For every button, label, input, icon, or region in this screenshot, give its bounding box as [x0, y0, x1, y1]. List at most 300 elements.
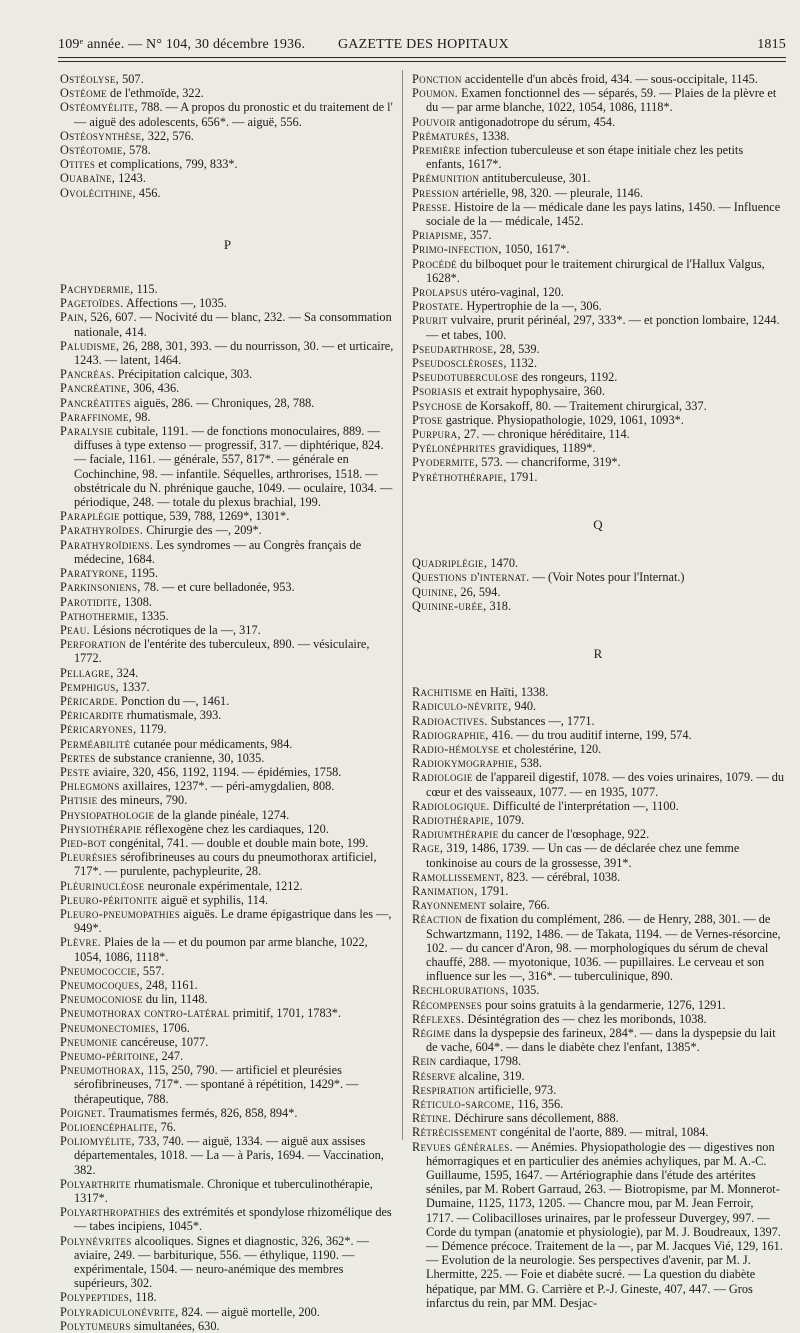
entry-headword: Polyarthropathies [60, 1205, 161, 1220]
entry-headword: Paratyrone, [60, 566, 128, 581]
page-number: 1815 [757, 37, 786, 52]
entry-text: utéro-vaginal, 120. [467, 285, 564, 300]
entry-headword: Phtisie [60, 793, 98, 808]
entry-headword: Réticulo-sarcome, [412, 1097, 515, 1111]
index-entry [412, 129, 784, 143]
entry-text: 1337. [118, 679, 150, 694]
o-entries [60, 72, 395, 200]
entry-text: de fixation du complément, 286. — de Henry, 288, 301. — de Schwartzmann, 1192, 1486. — de Takata, 1194. — de Vernes-résorcine, 102. — du cancer d'Aron, 98. — morphologiques du sérum de cheval chauffé, 288. — myotonique, 1036. — pupillaires. Le cerveau et son influence sur les —, 316*. — tuberculinique, 890. [426, 912, 781, 984]
index-entry [412, 257, 784, 285]
entry-headword: Prostate. [412, 299, 464, 314]
entry-headword: Pemphigus, [60, 679, 119, 694]
header-rule-thin [58, 61, 786, 62]
section-letter-r: R [593, 645, 603, 661]
entry-text: alcooliques. Signes et diagnostic, 326, 362*. — aviaire, 249. — barbiturique, 556. — éthylique, 1190. — expérimentale, 1504. — neuro-anémique des membres supérieurs, 302. [74, 1233, 369, 1291]
right-column [412, 72, 784, 1310]
entry-headword: Perméabilité [60, 736, 131, 751]
index-entry [60, 509, 395, 523]
entry-text: Les syndromes — au Congrès français de médecine, 1684. [74, 537, 362, 566]
entry-text: 306, 436. [130, 381, 180, 396]
entry-headword: Pneumonectomies, [60, 1020, 160, 1035]
entry-text: Déchirure sans décollement, 888. [451, 1111, 619, 1126]
index-entry [60, 680, 395, 694]
index-entry [412, 998, 784, 1012]
index-entry [60, 935, 395, 963]
entry-text: 115. [133, 282, 158, 297]
entry-headword: Rechlorurations, [412, 983, 509, 998]
entry-headword: Psoriasis [412, 384, 462, 399]
entry-text: antigonadotrope du sérum, 454. [455, 114, 616, 129]
entry-text: 1179. [136, 722, 167, 737]
entry-text: vulvaire, prurit périnéal, 297, 333*. — et ponction lombaire, 1244. — et tabes, 100. [426, 313, 780, 342]
entry-text: — Anémies. Physiopathologie des — digestives non hémorragiques et en particulier des anémies achyliques, par M. A.-C. Guillaume, 1595, 1647. — Artériographie dans l'étude des artérites séniles, par M. Robert Garraud, 263. — Biotropisme, par M. Monnerot-Dumaine, 1125, 1173, 1205. — Chancre mou, par M. Jean Ferroir, 1717. — Colibacilloses urinaires, par le professeur Duvergey, 997. — Corde du tympan (anatomie et physiologie), par M. J. Boudreaux, 1397. — Démence précoce. Traitement de la —, par M. Jacques Vié, 129, 161. — Evolution de la neurologie. Ses perspectives d'avenir, par M. J. Lhermitte, 225. — Foie et diabète sucré. — La question du diabète hépatique, par MM. G. Carrière et P.-J. Gineste, 407, 447. — Gros infarctus du rein, par MM. Desjac- [426, 1139, 783, 1310]
index-entry [412, 342, 784, 356]
index-entry [60, 793, 395, 807]
entry-headword: Pertes [60, 750, 96, 765]
entry-headword: Pleurésies [60, 850, 118, 865]
index-entry [60, 72, 395, 86]
entry-text: du bilboquet pour le traitement chirurgical de l'Hallux Valgus, 1628*. [426, 256, 765, 285]
index-entry [412, 585, 784, 599]
index-entry [412, 799, 784, 813]
index-entry [60, 808, 395, 822]
entry-headword: Pied-bot [60, 835, 107, 850]
entry-headword: Radiographie, [412, 727, 489, 742]
entry-text: pottique, 539, 788, 1269*, 1301*. [119, 509, 290, 524]
entry-headword: Pleuro-pneumopathies [60, 906, 181, 921]
entry-text: infection tuberculeuse et son étape initiale chez les petits enfants, 1617*. [426, 143, 744, 172]
entry-text: des extrémités et spondylose rhizomélique des — tabes incipiens, 1045*. [74, 1205, 392, 1234]
index-entry [60, 1049, 395, 1063]
index-entry [60, 879, 395, 893]
entry-headword: Pseudarthrose, [412, 341, 497, 356]
entry-text: 78. — et cure belladonée, 953. [140, 580, 295, 595]
entry-text: alcaline, 319. [455, 1068, 525, 1083]
entry-headword: Radio-hémolyse [412, 741, 500, 756]
entry-text: Hypertrophie de la —, 306. [463, 299, 602, 314]
entry-text: 322, 576. [144, 128, 194, 143]
index-entry [412, 870, 784, 884]
index-entry [60, 538, 395, 566]
entry-headword: Respiration [412, 1082, 476, 1097]
index-entry [60, 751, 395, 765]
entry-headword: Polyarthrite [60, 1176, 131, 1191]
entry-text: artérielle, 98, 320. — pleurale, 1146. [458, 185, 644, 200]
index-entry [60, 381, 395, 395]
entry-headword: Rétrécissement [412, 1125, 497, 1140]
entry-text: cubitale, 1191. — de fonctions monoculaires, 889. — diffuses à type extenso — progressif, 317. — diphtérique, 824. — faciale, 1161. — générale, 557, 817*. — générale en Cochinchine, 98. — infantile. Séquelles, arthrorises, 1518. — obstétricale du N. phrénique gauche, 1049. — oculaire, 1034. — périodique, 248. — totale du plexus brachial, 199. [74, 424, 393, 510]
entry-text: 557. [139, 963, 165, 978]
entry-headword: Ostéotomie, [60, 143, 127, 158]
index-entry [60, 623, 395, 637]
section-letter-q: Q [593, 516, 603, 532]
entry-text: 27. — chronique héréditaire, 114. [460, 427, 630, 442]
index-entry [60, 1305, 395, 1319]
entry-text: de l'ethmoïde, 322. [106, 86, 204, 101]
entry-text: 248, 1161. [142, 977, 198, 992]
entry-text: artificielle, 973. [475, 1082, 557, 1097]
entry-text: Chirurgie des —, 209*. [143, 523, 262, 538]
entry-text: — (Voir Notes pour l'Internat.) [529, 570, 685, 585]
entry-headword: Pneumococcie, [60, 963, 140, 978]
index-entry [60, 396, 395, 410]
index-entry [412, 115, 784, 129]
index-entry [60, 850, 395, 878]
entry-headword: Presse. [412, 199, 452, 214]
index-entry [60, 367, 395, 381]
entry-headword: Pancréatites [60, 395, 131, 410]
index-entry [412, 770, 784, 798]
entry-text: des rongeurs, 1192. [518, 370, 618, 385]
entry-headword: Radioactives. [412, 713, 488, 728]
entry-text: des mineurs, 790. [97, 793, 188, 808]
entry-headword: Pachydermie, [60, 282, 134, 297]
entry-headword: Radiologique. [412, 798, 490, 813]
entry-text: 357. [466, 228, 492, 243]
entry-text: antituberculeuse, 301. [479, 171, 591, 186]
index-entry [412, 313, 784, 341]
index-entry [412, 427, 784, 441]
entry-headword: Ponction [412, 72, 462, 86]
entry-text: du cancer de l'œsophage, 922. [498, 827, 650, 842]
entry-headword: Radiothérapie, [412, 812, 494, 827]
r-entries [412, 685, 784, 1310]
entry-text: rhumatismale. Chronique et tuberculinothérapie, 1317*. [74, 1176, 373, 1206]
entry-headword: Ostéolyse, [60, 72, 120, 86]
entry-text: de l'entérite des tuberculeux, 890. — vésiculaire, 1772. [74, 637, 370, 666]
index-entry [412, 171, 784, 185]
entry-text: aviaire, 320, 456, 1192, 1194. — épidémies, 1758. [89, 764, 342, 779]
index-entry [412, 1083, 784, 1097]
entry-text: cancéreuse, 1077. [117, 1034, 209, 1049]
index-entry [412, 186, 784, 200]
entry-text: Substances —, 1771. [487, 713, 595, 728]
index-entry [60, 1290, 395, 1304]
index-entry [60, 694, 395, 708]
entry-headword: Régime [412, 1025, 451, 1040]
entry-headword: Pyréthothérapie, [412, 469, 507, 484]
entry-headword: Phlegmons [60, 779, 120, 794]
index-entry [412, 455, 784, 469]
entry-headword: Quadriplégie, [412, 556, 488, 571]
entry-headword: Rayonnement [412, 898, 487, 913]
entry-text: 26, 288, 301, 393. — du nourrisson, 30. — et urticaire, 1243. — latent, 1464. [74, 338, 394, 368]
entry-headword: Pseudoscléroses, [412, 356, 507, 371]
entry-headword: Pagetoïdes. [60, 296, 124, 311]
index-entry [412, 1125, 784, 1139]
entry-headword: Rage, [412, 841, 444, 856]
index-entry [412, 299, 784, 313]
entry-text: 526, 607. — Nocivité du — blanc, 232. — Sa consommation nationale, 414. [74, 310, 392, 339]
entry-headword: Radiokymographie, [412, 756, 518, 771]
index-entry [60, 1120, 395, 1134]
index-entry [60, 1106, 395, 1120]
index-entry [60, 1006, 395, 1020]
index-entry [60, 779, 395, 793]
entry-headword: Quinine, [412, 584, 458, 599]
index-entry [60, 86, 395, 100]
entry-headword: Radiculo-névrite, [412, 699, 512, 714]
entry-headword: Parotidite, [60, 594, 122, 609]
entry-headword: Péricardite [60, 708, 124, 723]
entry-headword: Rein [412, 1054, 437, 1069]
entry-text: de Korsakoff, 80. — Traitement chirurgical, 337. [462, 398, 707, 413]
entry-headword: Psychose [412, 398, 463, 413]
entry-headword: Prématurés, [412, 128, 479, 143]
entry-headword: Primo-infection, [412, 242, 502, 257]
entry-headword: Rétine. [412, 1111, 452, 1126]
entry-text: rhumatismale, 393. [123, 708, 222, 723]
entry-text: cardiaque, 1798. [436, 1054, 522, 1069]
entry-text: 247. [158, 1049, 184, 1063]
column-divider [402, 70, 403, 1140]
index-entry [412, 685, 784, 699]
index-entry [60, 1035, 395, 1049]
journal-title: GAZETTE DES HOPITAUX [338, 37, 509, 52]
entry-text: accidentelle d'un abcès froid, 434. — sous-occipitale, 1145. [461, 72, 758, 86]
entry-headword: Prémunition [412, 171, 480, 186]
entry-text: 76. [157, 1120, 176, 1135]
index-entry [412, 384, 784, 398]
entry-headword: Pouvoir [412, 114, 456, 129]
entry-text: et complications, 799, 833*. [95, 157, 238, 172]
entry-headword: Priapisme, [412, 228, 467, 243]
entry-headword: Ostéosynthèse, [60, 128, 145, 143]
entry-text: congénital, 741. — double et double main bote, 199. [106, 835, 369, 850]
entry-text: 788. — A propos du pronostic et du traitement de l' — aiguë des adolescents, 656*. — aiguë, 556. [74, 100, 393, 129]
entry-text: de l'appareil digestif, 1078. — des voies urinaires, 1079. — du cœur et des vaisseaux, 1077. — en 1935, 1077. [426, 770, 784, 799]
entry-headword: Quinine-urée, [412, 598, 487, 613]
entry-text: 1195. [127, 566, 159, 581]
entry-text: gastrique. Physiopathologie, 1029, 1061, 1093*. [442, 412, 684, 427]
entry-text: solaire, 766. [486, 898, 550, 913]
entry-text: 456. [135, 185, 161, 200]
entry-headword: Polytumeurs [60, 1318, 131, 1333]
index-entry [60, 836, 395, 850]
entry-headword: Pancréas. [60, 367, 115, 382]
index-entry [60, 129, 395, 143]
p-entries [60, 282, 395, 1333]
entry-text: 1050, 1617*. [501, 242, 570, 257]
entry-text: aiguës, 286. — Chroniques, 28, 788. [130, 395, 315, 410]
index-entry [412, 912, 784, 983]
entry-headword: Réflexes. [412, 1011, 465, 1026]
entry-text: pour soins gratuits à la gendarmerie, 1276, 1291. [482, 997, 726, 1012]
index-entry [60, 1134, 395, 1177]
index-entry [412, 1069, 784, 1083]
entry-headword: Ovolécithine, [60, 185, 136, 200]
section-letter-p: P [223, 236, 232, 252]
p-entries-continued [412, 72, 784, 484]
index-entry [412, 72, 784, 86]
entry-headword: Rachitisme [412, 685, 473, 700]
entry-headword: Radiologie [412, 770, 473, 785]
entry-text: de substance cranienne, 30, 1035. [95, 750, 265, 765]
index-entry [412, 413, 784, 427]
index-entry [60, 410, 395, 424]
index-entry [60, 186, 395, 200]
index-entry [412, 1054, 784, 1068]
entry-text: 1079. [493, 812, 525, 827]
index-entry [412, 827, 784, 841]
issue-info: 109ᵉ année. — N° 104, 30 décembre 1936. [58, 37, 306, 52]
entry-headword: Polioencéphalite, [60, 1120, 158, 1135]
index-entry [412, 884, 784, 898]
entry-text: 26, 594. [457, 584, 501, 599]
index-entry [60, 1063, 395, 1106]
entry-text: simultanées, 630. [130, 1318, 220, 1333]
entry-text: 1132. [506, 356, 538, 371]
entry-text: et cholestérine, 120. [499, 741, 602, 756]
entry-headword: Récompenses [412, 997, 483, 1012]
entry-text: 115, 250, 790. — artificiel et pleurésies sérofibrineuses, 717*. — spontané à répétition, 1429*. — thérapeutique, 788. [74, 1063, 359, 1106]
entry-text: 1335. [137, 608, 169, 623]
index-entry [60, 595, 395, 609]
index-entry [60, 1205, 395, 1233]
entry-headword: Réserve [412, 1068, 456, 1083]
entry-headword: Pyodermite, [412, 455, 479, 470]
entry-headword: Parathyroïdiens. [60, 537, 154, 552]
entry-headword: Parkinsoniens, [60, 580, 141, 595]
index-entry [60, 708, 395, 722]
index-entry [60, 296, 395, 310]
entry-text: Précipitation calcique, 303. [114, 367, 253, 382]
entry-headword: Pneumoconiose [60, 992, 143, 1007]
index-entry [60, 737, 395, 751]
index-entry [60, 978, 395, 992]
entry-headword: Pseudotuberculose [412, 370, 519, 385]
index-entry [412, 699, 784, 713]
index-entry [412, 1012, 784, 1026]
entry-text: Histoire de la — médicale dane les pays latins, 1450. — Influence sociale de la — médicale, 1452. [426, 199, 781, 229]
entry-headword: Pellagre, [60, 665, 114, 680]
entry-headword: Pancréatine, [60, 381, 131, 396]
entry-headword: Purpura, [412, 427, 461, 442]
index-entry [60, 964, 395, 978]
entry-headword: Pléurinucléose [60, 878, 145, 893]
entry-text: et extrait hypophysaire, 360. [461, 384, 605, 399]
entry-headword: Prurit [412, 313, 448, 328]
entry-headword: Réaction [412, 912, 463, 927]
entry-headword: Ostéome [60, 86, 107, 101]
header-rule [58, 57, 786, 58]
entry-text: 118. [132, 1290, 157, 1305]
entry-headword: Polynévrites [60, 1233, 132, 1248]
index-entry [60, 722, 395, 736]
entry-headword: Pyélonéphrites [412, 441, 496, 456]
entry-headword: Pneumothorax, [60, 1063, 145, 1078]
entry-headword: Ramollissement, [412, 869, 504, 884]
index-entry [412, 228, 784, 242]
entry-headword: Pneumo-péritoine, [60, 1049, 159, 1063]
index-entry [60, 609, 395, 623]
entry-headword: Ouabaïne, [60, 171, 116, 186]
entry-headword: Première [412, 143, 461, 158]
index-entry [412, 841, 784, 869]
entry-headword: Physiopathologie [60, 807, 155, 822]
entry-headword: Paludisme, [60, 338, 120, 353]
entry-headword: Péricaryones, [60, 722, 137, 737]
entry-text: 823. — cérébral, 1038. [503, 869, 621, 884]
index-entry [60, 893, 395, 907]
entry-text: Traumatismes fermés, 826, 858, 894*. [105, 1105, 298, 1120]
q-entries [412, 556, 784, 613]
index-entry [60, 100, 395, 128]
entry-headword: Procédé [412, 256, 457, 271]
index-entry [60, 523, 395, 537]
entry-headword: Peau. [60, 622, 90, 637]
entry-text: 1243. [115, 171, 146, 186]
entry-text: 507. [119, 72, 144, 86]
entry-headword: Poliomyélite, [60, 1134, 135, 1149]
entry-text: sérofibrineuses au cours du pneumothorax artificiel, 717*. — purulente, pachypleurite, 28. [74, 850, 377, 879]
entry-headword: Paralysie [60, 424, 114, 439]
entry-text: aiguës. Le drame épigastrique dans les —, 949*. [74, 906, 392, 936]
entry-text: 116, 356. [514, 1097, 564, 1111]
index-entry [60, 666, 395, 680]
index-entry [412, 570, 784, 584]
entry-text: réflexogène chez les cardiaques, 120. [142, 821, 329, 836]
entry-headword: Ptose [412, 412, 443, 427]
index-entry [60, 339, 395, 367]
index-entry [60, 143, 395, 157]
entry-text: neuronale expérimentale, 1212. [144, 878, 303, 893]
index-entry [60, 566, 395, 580]
index-entry [412, 143, 784, 171]
entry-text: 1706. [159, 1020, 190, 1035]
entry-text: Lésions nécrotiques de la —, 317. [89, 622, 261, 637]
entry-text: 98. [132, 409, 151, 424]
entry-text: Ponction du —, 1461. [117, 693, 230, 708]
index-entry [412, 370, 784, 384]
index-entry [412, 756, 784, 770]
entry-text: 1308. [121, 594, 152, 609]
entry-text: 578. [126, 143, 151, 158]
entry-headword: Pneumothorax contro-latéral [60, 1006, 230, 1021]
entry-headword: Paraffinome, [60, 409, 133, 424]
entry-text: 573. — chancriforme, 319*. [478, 455, 621, 470]
entry-headword: Pathothermie, [60, 608, 138, 623]
index-entry [60, 992, 395, 1006]
entry-text: 1338. [478, 128, 510, 143]
entry-text: Difficulté de l'interprétation —, 1100. [489, 798, 679, 813]
index-entry [412, 242, 784, 256]
entry-text: 1470. [487, 556, 519, 571]
index-entry [60, 765, 395, 779]
page-header [58, 34, 786, 56]
entry-headword: Radiumthérapie [412, 827, 499, 842]
index-entry [60, 310, 395, 338]
entry-text: aiguë et syphilis, 114. [157, 892, 269, 907]
entry-headword: Prolapsus [412, 285, 468, 300]
entry-text: Examen fonctionnel des — séparés, 59. — Plaies de la plèvre et du — par arme blanche, 1022, 1054, 1086, 1118*. [426, 86, 777, 115]
entry-headword: Ostéomyélite, [60, 100, 138, 115]
entry-text: 28, 539. [496, 341, 540, 356]
entry-text: 1791. [506, 469, 538, 484]
entry-text: du lin, 1148. [142, 992, 208, 1007]
index-entry [412, 556, 784, 570]
entry-text: cutanée pour médicaments, 984. [130, 736, 293, 751]
entry-text: 538. [517, 756, 542, 771]
entry-headword: Pneumocoques, [60, 977, 143, 992]
entry-text: 318. [486, 598, 512, 613]
entry-headword: Poignet. [60, 1105, 106, 1120]
entry-headword: Ranimation, [412, 883, 478, 898]
index-entry [60, 822, 395, 836]
entry-text: primitif, 1701, 1783*. [229, 1006, 341, 1021]
index-entry [412, 728, 784, 742]
entry-headword: Peste [60, 764, 90, 779]
